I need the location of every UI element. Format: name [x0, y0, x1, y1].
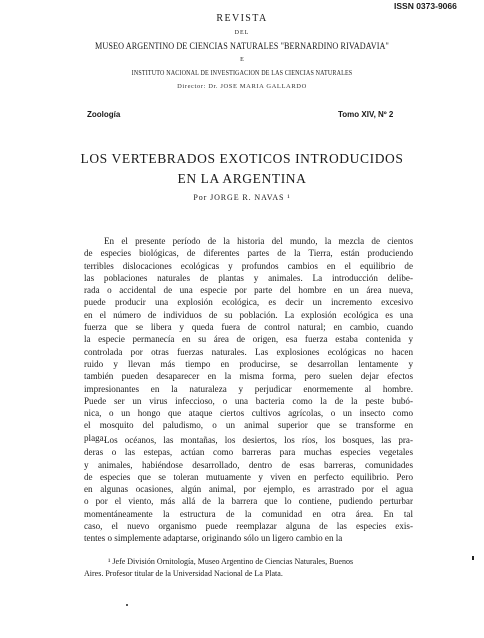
- body-line: Puede ser un virus infeccioso, o una bacteria como la de la peste bubó-: [84, 395, 413, 406]
- body-line: de especies que se toleran mutuamente y viven en perfecto equilibrio. Pero: [84, 471, 413, 482]
- body-line: caso, el nuevo organismo puede reemplazar alguna de las especies exis-: [84, 521, 413, 532]
- body-line: ruido y llevan más tiempo en producirse, se desarrollan lentamente y: [84, 358, 413, 369]
- body-line: Los océanos, las montañas, los desiertos, los ríos, los bosques, las pra-: [104, 435, 413, 445]
- body-paragraph-1: [84, 235, 413, 444]
- issn-number: ISSN 0373-9066: [394, 1, 457, 11]
- body-line: plaga.: [84, 432, 106, 443]
- museum-name: MUSEO ARGENTINO DE CIENCIAS NATURALES "BERNARDINO RIVADAVIA": [95, 42, 389, 52]
- body-line: las poblaciones naturales de plantas y animales. La introducción delibe-: [84, 272, 413, 283]
- footnote-line: ¹ Jefe División Ornitología, Museo Argentino de Ciencias Naturales, Buenos: [108, 557, 354, 566]
- article-title-line2: EN LA ARGENTINA: [177, 171, 307, 186]
- body-line: en algunas ocasiones, algún animal, por ejemplo, es arrastrado por el agua: [84, 484, 413, 495]
- institute-name: INSTITUTO NACIONAL DE INVESTIGACION DE LAS CIENCIAS NATURALES: [131, 69, 353, 77]
- body-line: nica, o un hongo que ataque ciertos cultivos agrícolas, o un insecto como: [84, 408, 413, 419]
- scan-mark: [472, 556, 474, 560]
- journal-name: REVISTA: [216, 13, 268, 24]
- body-line: de especies biológicas, de diferentes partes de la Tierra, están produciendo: [84, 248, 413, 259]
- body-line: tentes o simplemente adaptarse, originando sólo un ligero cambio en la: [84, 533, 343, 544]
- body-line: fuerza que se libera y queda fuera de control natural; en cambio, cuando: [84, 322, 413, 333]
- header-conjunction: E: [240, 57, 244, 63]
- section-label: Zoología: [87, 110, 121, 119]
- director-line: Director: Dr. JOSE MARIA GALLARDO: [177, 83, 307, 90]
- body-line: y animales, habiéndose desarrollado, dentro de esas barreras, comunidades: [84, 459, 413, 470]
- body-line: o por el viento, más allá de la barrera que lo contiene, pudiendo perturbar: [84, 496, 413, 507]
- body-line: en el número de individuos de su población. La explosión ecológica es una: [84, 309, 413, 320]
- volume-label: Tomo XIV, Nº 2: [338, 110, 394, 119]
- footnote: [84, 556, 413, 579]
- body-line: la especie permanecía en su área de origen, esa fuerza estaba contenida y: [84, 334, 413, 345]
- body-line: rada o accidental de una especie por parte del hombre en un área nueva,: [84, 285, 413, 296]
- body-line: impresionantes en la naturaleza y perjudicar enormemente al hombre.: [84, 383, 413, 394]
- scan-speck: [126, 604, 128, 606]
- footnote-line: Aires. Profesor titular de la Universidad Nacional de La Plata.: [84, 568, 283, 578]
- journal-del: DEL: [234, 30, 250, 36]
- body-line: terribles dislocaciones ecológicas y profundos cambios en el equilibrio de: [84, 260, 413, 271]
- body-line: controlada por otras fuerzas naturales. Las explosiones ecológicas no hacen: [84, 346, 413, 357]
- body-line: también pueden desaparecer en la misma forma, pero suelen dejar efectos: [84, 371, 413, 382]
- body-line: puede producir una explosión ecológica, es decir un incremento excesivo: [84, 297, 413, 308]
- body-line: momentáneamente la estructura de la comunidad en otra área. En tal: [84, 508, 413, 519]
- body-line: el mosquito del paludismo, o un animal superior que se transforme en: [84, 420, 413, 431]
- article-title-line1: LOS VERTEBRADOS EXOTICOS INTRODUCIDOS: [80, 151, 404, 166]
- article-author: Por JORGE R. NAVAS ¹: [193, 193, 291, 202]
- body-line: En el presente período de la historia del mundo, la mezcla de cientos: [104, 236, 413, 246]
- body-line: deras o las estepas, actúan como barreras para muchas especies vegetales: [84, 447, 413, 458]
- body-paragraph-2: [84, 434, 413, 545]
